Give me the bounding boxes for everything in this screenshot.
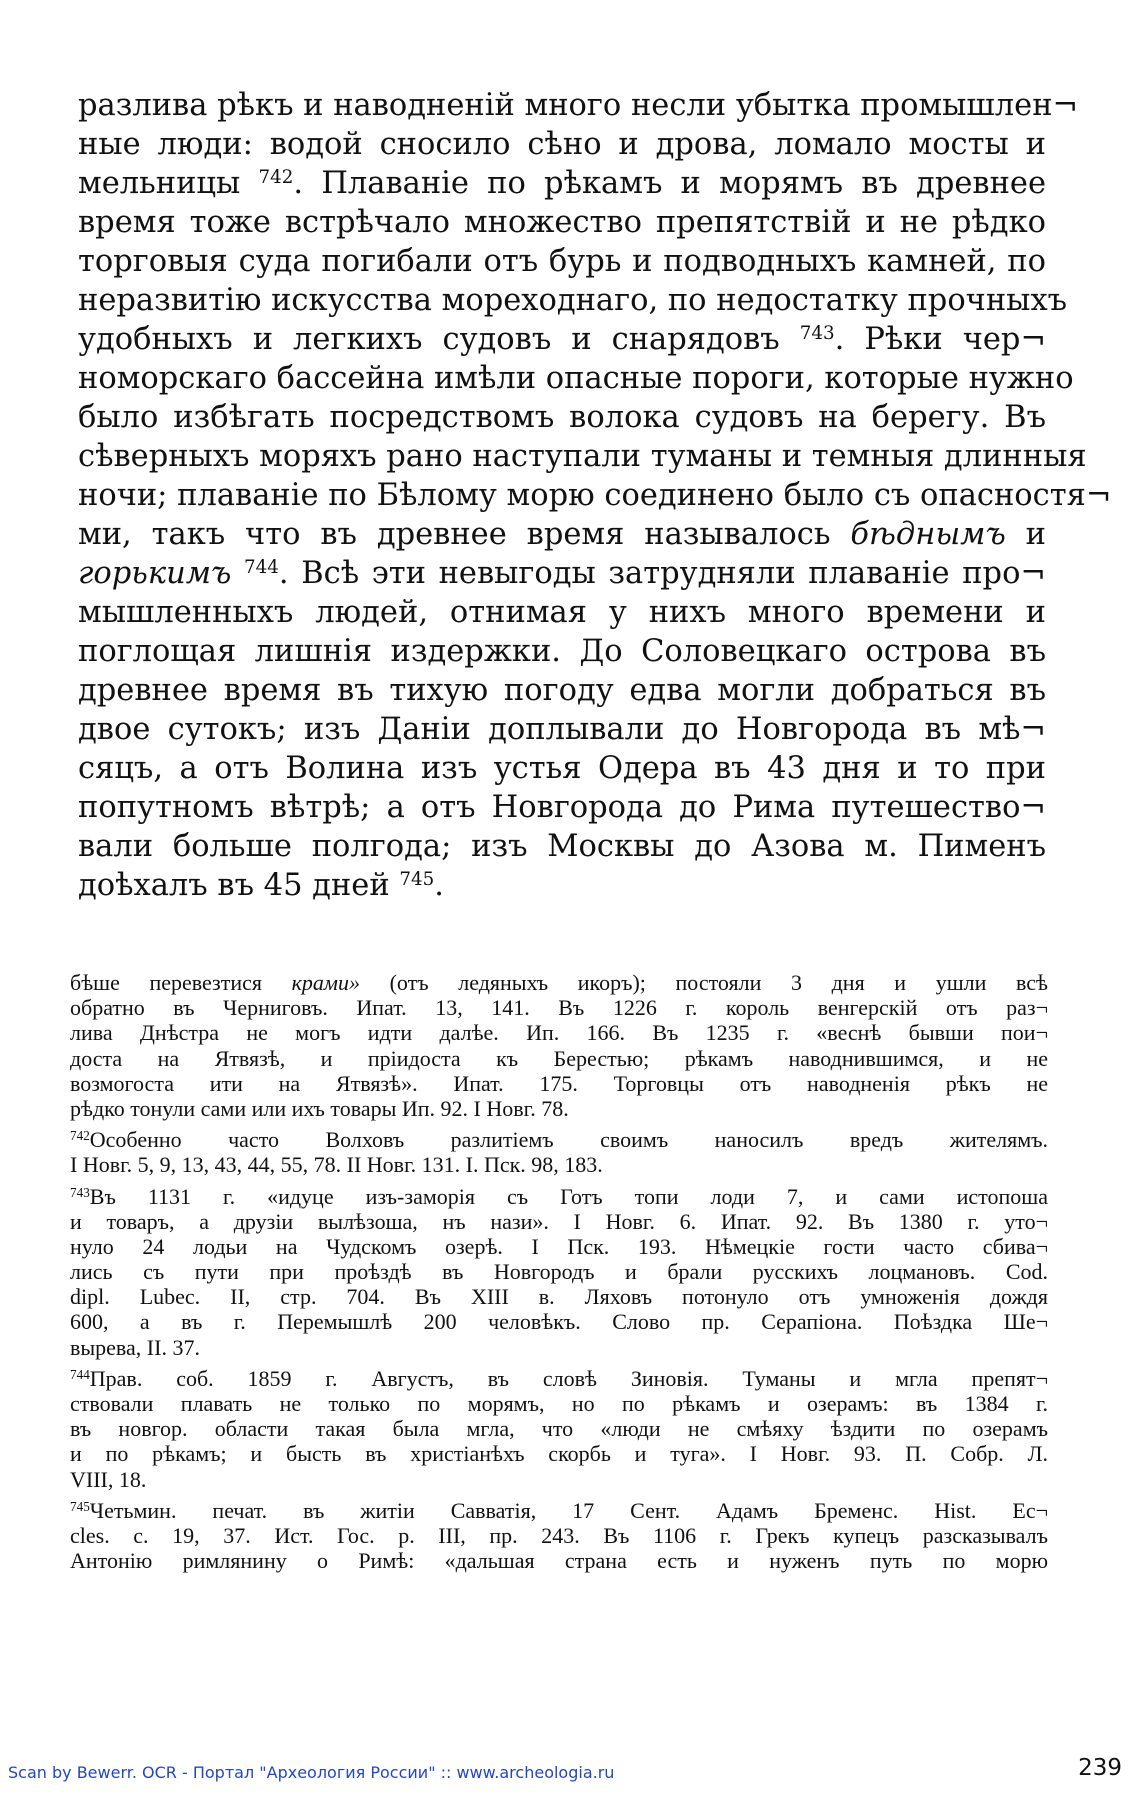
text-run: сяцъ, а отъ Волина изъ устья Одера въ 43 дня и то при	[78, 751, 1046, 786]
text-run: разлива рѣкъ и наводненій много несли убытка промышлен¬	[78, 88, 1079, 123]
text-run: удобныхъ и легкихъ судовъ и снарядовъ	[78, 322, 800, 357]
footnote-line	[70, 1284, 1048, 1309]
page-number: 239	[1078, 1755, 1122, 1781]
footnote-ref: 745	[70, 1498, 90, 1514]
text-run: dipl. Lubec. II, стр. 704. Въ XIII в. Ляховъ потонуло отъ умноженія дождя	[70, 1284, 1048, 1310]
footnote-line	[70, 1020, 1048, 1045]
main-text-line	[78, 632, 1046, 671]
text-run: Четьмин. печат. въ житіи Савватія, 17 Сент. Адамъ Бременс. Hist. Ec¬	[89, 1497, 1048, 1523]
text-run: было избѣгать посредствомъ волока судовъ на берегу. Въ	[78, 400, 1046, 435]
footnote-line	[70, 1071, 1048, 1096]
main-text-line	[78, 398, 1046, 437]
italic-word: крами»	[291, 970, 360, 995]
text-run: двое сутокъ; изъ Даніи доплывали до Новгорода въ мѣ¬	[78, 712, 1046, 747]
main-text-line	[78, 86, 1079, 125]
text-run: .	[434, 868, 444, 903]
main-text-line	[78, 203, 1046, 242]
text-run: поглощая лишнія издержки. До Соловецкаго острова въ	[78, 634, 1046, 669]
footnote-ref: 743	[799, 322, 835, 344]
text-run: лива Днѣстра не могъ идти далѣе. Ип. 166. Въ 1235 г. «веснѣ бывши пои¬	[70, 1020, 1048, 1046]
footnote-line	[70, 1209, 1048, 1234]
footnote-ref: 742	[70, 1127, 90, 1143]
footnote-line	[70, 1096, 1048, 1121]
main-text-line	[78, 359, 1074, 398]
text-run: сѣверныхъ моряхъ рано наступали туманы и темныя длинныя	[78, 439, 1087, 474]
main-text-line	[78, 788, 1046, 827]
text-run: (отъ ледяныхъ икоръ); постояли 3 дня и ушли всѣ	[359, 970, 1048, 995]
scan-credit-link[interactable]: Scan by Bewerr. OCR - Портал "Археология России" :: www.archeologia.ru	[8, 1763, 615, 1782]
text-run	[231, 556, 244, 591]
text-run: и по рѣкамъ; и бысть въ христіанѣхъ скорбь и туга». I Новг. 93. П. Собр. Л.	[70, 1441, 1048, 1467]
italic-word: горькимъ	[78, 556, 232, 591]
footnote	[70, 1498, 1048, 1574]
footnote-line	[70, 1523, 1048, 1548]
text-run: Особенно часто Волховъ разлитіемъ своимъ наносилъ вредъ жителямъ.	[89, 1127, 1048, 1153]
main-text-line	[78, 866, 1046, 905]
main-text-line	[78, 593, 1046, 632]
main-text-line	[78, 242, 1046, 281]
text-run: мельницы	[78, 166, 259, 201]
footnote	[70, 1127, 1048, 1177]
text-run: возмогоста ити на Ятвязѣ». Ипат. 175. Торговцы отъ наводненія рѣкъ не	[70, 1070, 1048, 1096]
italic-word: бѣднымъ	[850, 517, 1006, 552]
main-text-line	[78, 125, 1046, 164]
main-text-line	[78, 164, 1046, 203]
footnote-line	[70, 1259, 1048, 1284]
footnote-line	[70, 1309, 1048, 1334]
footnote-line	[70, 1234, 1048, 1259]
footnote-line	[70, 1391, 1048, 1416]
text-run: доста на Ятвязѣ, и пріидоста къ Берестью; рѣкамъ наводнившимся, и не	[70, 1045, 1048, 1071]
text-run: бѣше перевезтися	[70, 970, 292, 995]
text-run: въ новгор. области такая была мгла, что «люди не смѣяху ѣздити по озерамъ	[70, 1416, 1048, 1442]
text-run: доѣхалъ въ 45 дней	[78, 868, 400, 903]
main-text-line	[78, 437, 1087, 476]
main-text-line	[78, 476, 1112, 515]
text-run: лись съ пути при проѣздѣ въ Новгородъ и брали русскихъ лоцмановъ. Cod.	[70, 1259, 1048, 1285]
footnote-line	[70, 1152, 1048, 1177]
text-run: рѣдко тонули сами или ихъ товары Ип. 92. I Новг. 78.	[70, 1095, 569, 1121]
text-run: 600, а въ г. Перемышлѣ 200 человѣкъ. Слово пр. Серапіона. Поѣздка Ше¬	[70, 1309, 1048, 1335]
main-text-line	[78, 710, 1046, 749]
text-run: ночи; плаваніе по Бѣлому морю соединено было съ опасностя¬	[78, 478, 1112, 513]
text-run: ми, такъ что въ древнее время называлось	[78, 517, 851, 552]
main-text-line	[78, 515, 1046, 554]
main-text-line	[78, 281, 1068, 320]
text-run: номорскаго бассейна имѣли опасные пороги, которые нужно	[78, 361, 1074, 396]
footnote-line	[70, 995, 1048, 1020]
text-run: Въ 1131 г. «идуце изъ-заморія съ Готъ топи лоди 7, и сами истопоша	[89, 1183, 1048, 1209]
text-run: обратно въ Черниговъ. Ипат. 13, 141. Въ 1226 г. король венгерскій отъ раз¬	[70, 995, 1048, 1021]
footnotes	[70, 970, 1048, 1573]
footnote-line	[70, 1184, 1048, 1209]
text-run: Прав. соб. 1859 г. Августъ, въ словѣ Зиновія. Туманы и мгла препят¬	[89, 1365, 1048, 1391]
text-run: ные люди: водой сносило сѣно и дрова, ломало мосты и	[78, 127, 1046, 162]
text-run: . Плаваніе по рѣкамъ и морямъ въ древнее	[293, 166, 1047, 201]
main-text-line	[78, 671, 1046, 710]
text-run: вырева, II. 37.	[70, 1334, 200, 1360]
main-text-line	[78, 827, 1046, 866]
footnote-line	[70, 1548, 1048, 1573]
text-run: торговыя суда погибали отъ бурь и подводныхъ камней, по	[78, 244, 1046, 279]
footnote-ref: 745	[399, 868, 435, 890]
footnote-ref: 743	[70, 1184, 90, 1200]
footnote-ref: 744	[244, 556, 279, 578]
text-run: попутномъ вѣтрѣ; а отъ Новгорода до Рима путешество¬	[78, 790, 1046, 825]
footnote	[70, 1366, 1048, 1492]
text-run: . Рѣки чер¬	[834, 322, 1046, 357]
footnote-line	[70, 1467, 1048, 1492]
text-run: и товаръ, а друзіи вылѣзоша, нъ нази». I Новг. 6. Ипат. 92. Въ 1380 г. уто¬	[70, 1208, 1048, 1234]
footnote	[70, 1184, 1048, 1360]
text-run: древнее время въ тихую погоду едва могли добраться въ	[78, 673, 1046, 708]
footnote-ref: 742	[258, 166, 294, 188]
text-run: мышленныхъ людей, отнимая у нихъ много времени и	[78, 595, 1046, 630]
main-text	[78, 86, 1112, 905]
footnote-line	[70, 970, 1048, 995]
text-run: вали больше полгода; изъ Москвы до Азова м. Пименъ	[78, 829, 1046, 864]
footnote-line	[70, 1498, 1048, 1523]
footnote-line	[70, 1127, 1048, 1152]
footnote-line	[70, 1441, 1048, 1466]
footnote-line	[70, 1416, 1048, 1441]
text-run: и	[1005, 517, 1047, 552]
footnote-line	[70, 1366, 1048, 1391]
text-run: время тоже встрѣчало множество препятствій и не рѣдко	[78, 205, 1046, 240]
footnote-ref: 744	[70, 1366, 90, 1382]
text-run: неразвитію искусства мореходнаго, по недостатку прочныхъ	[78, 283, 1068, 318]
text-run: ствовали плавать не только по морямъ, но по рѣкамъ и озерамъ: въ 1384 г.	[70, 1391, 1048, 1416]
main-text-line	[78, 749, 1046, 788]
text-run: . Всѣ эти невыгоды затрудняли плаваніе про¬	[278, 556, 1046, 591]
text-run: I Новг. 5, 9, 13, 43, 44, 55, 78. II Новг. 131. I. Пск. 98, 183.	[70, 1152, 603, 1178]
text-run: cles. c. 19, 37. Ист. Гос. р. III, пр. 243. Въ 1106 г. Грекъ купецъ разсказывалъ	[70, 1522, 1048, 1548]
text-run: VIII, 18.	[70, 1466, 147, 1492]
text-run: Антонію римлянину о Римѣ: «дальшая страна есть и нуженъ путь по морю	[70, 1548, 1048, 1574]
main-text-line	[78, 554, 1046, 593]
footnote	[70, 970, 1048, 1121]
footnote-line	[70, 1335, 1048, 1360]
text-run: нуло 24 лодьи на Чудскомъ озерѣ. I Пск. 193. Нѣмецкіе гости часто сбива¬	[70, 1233, 1048, 1259]
footnote-line	[70, 1046, 1048, 1071]
main-text-line	[78, 320, 1046, 359]
